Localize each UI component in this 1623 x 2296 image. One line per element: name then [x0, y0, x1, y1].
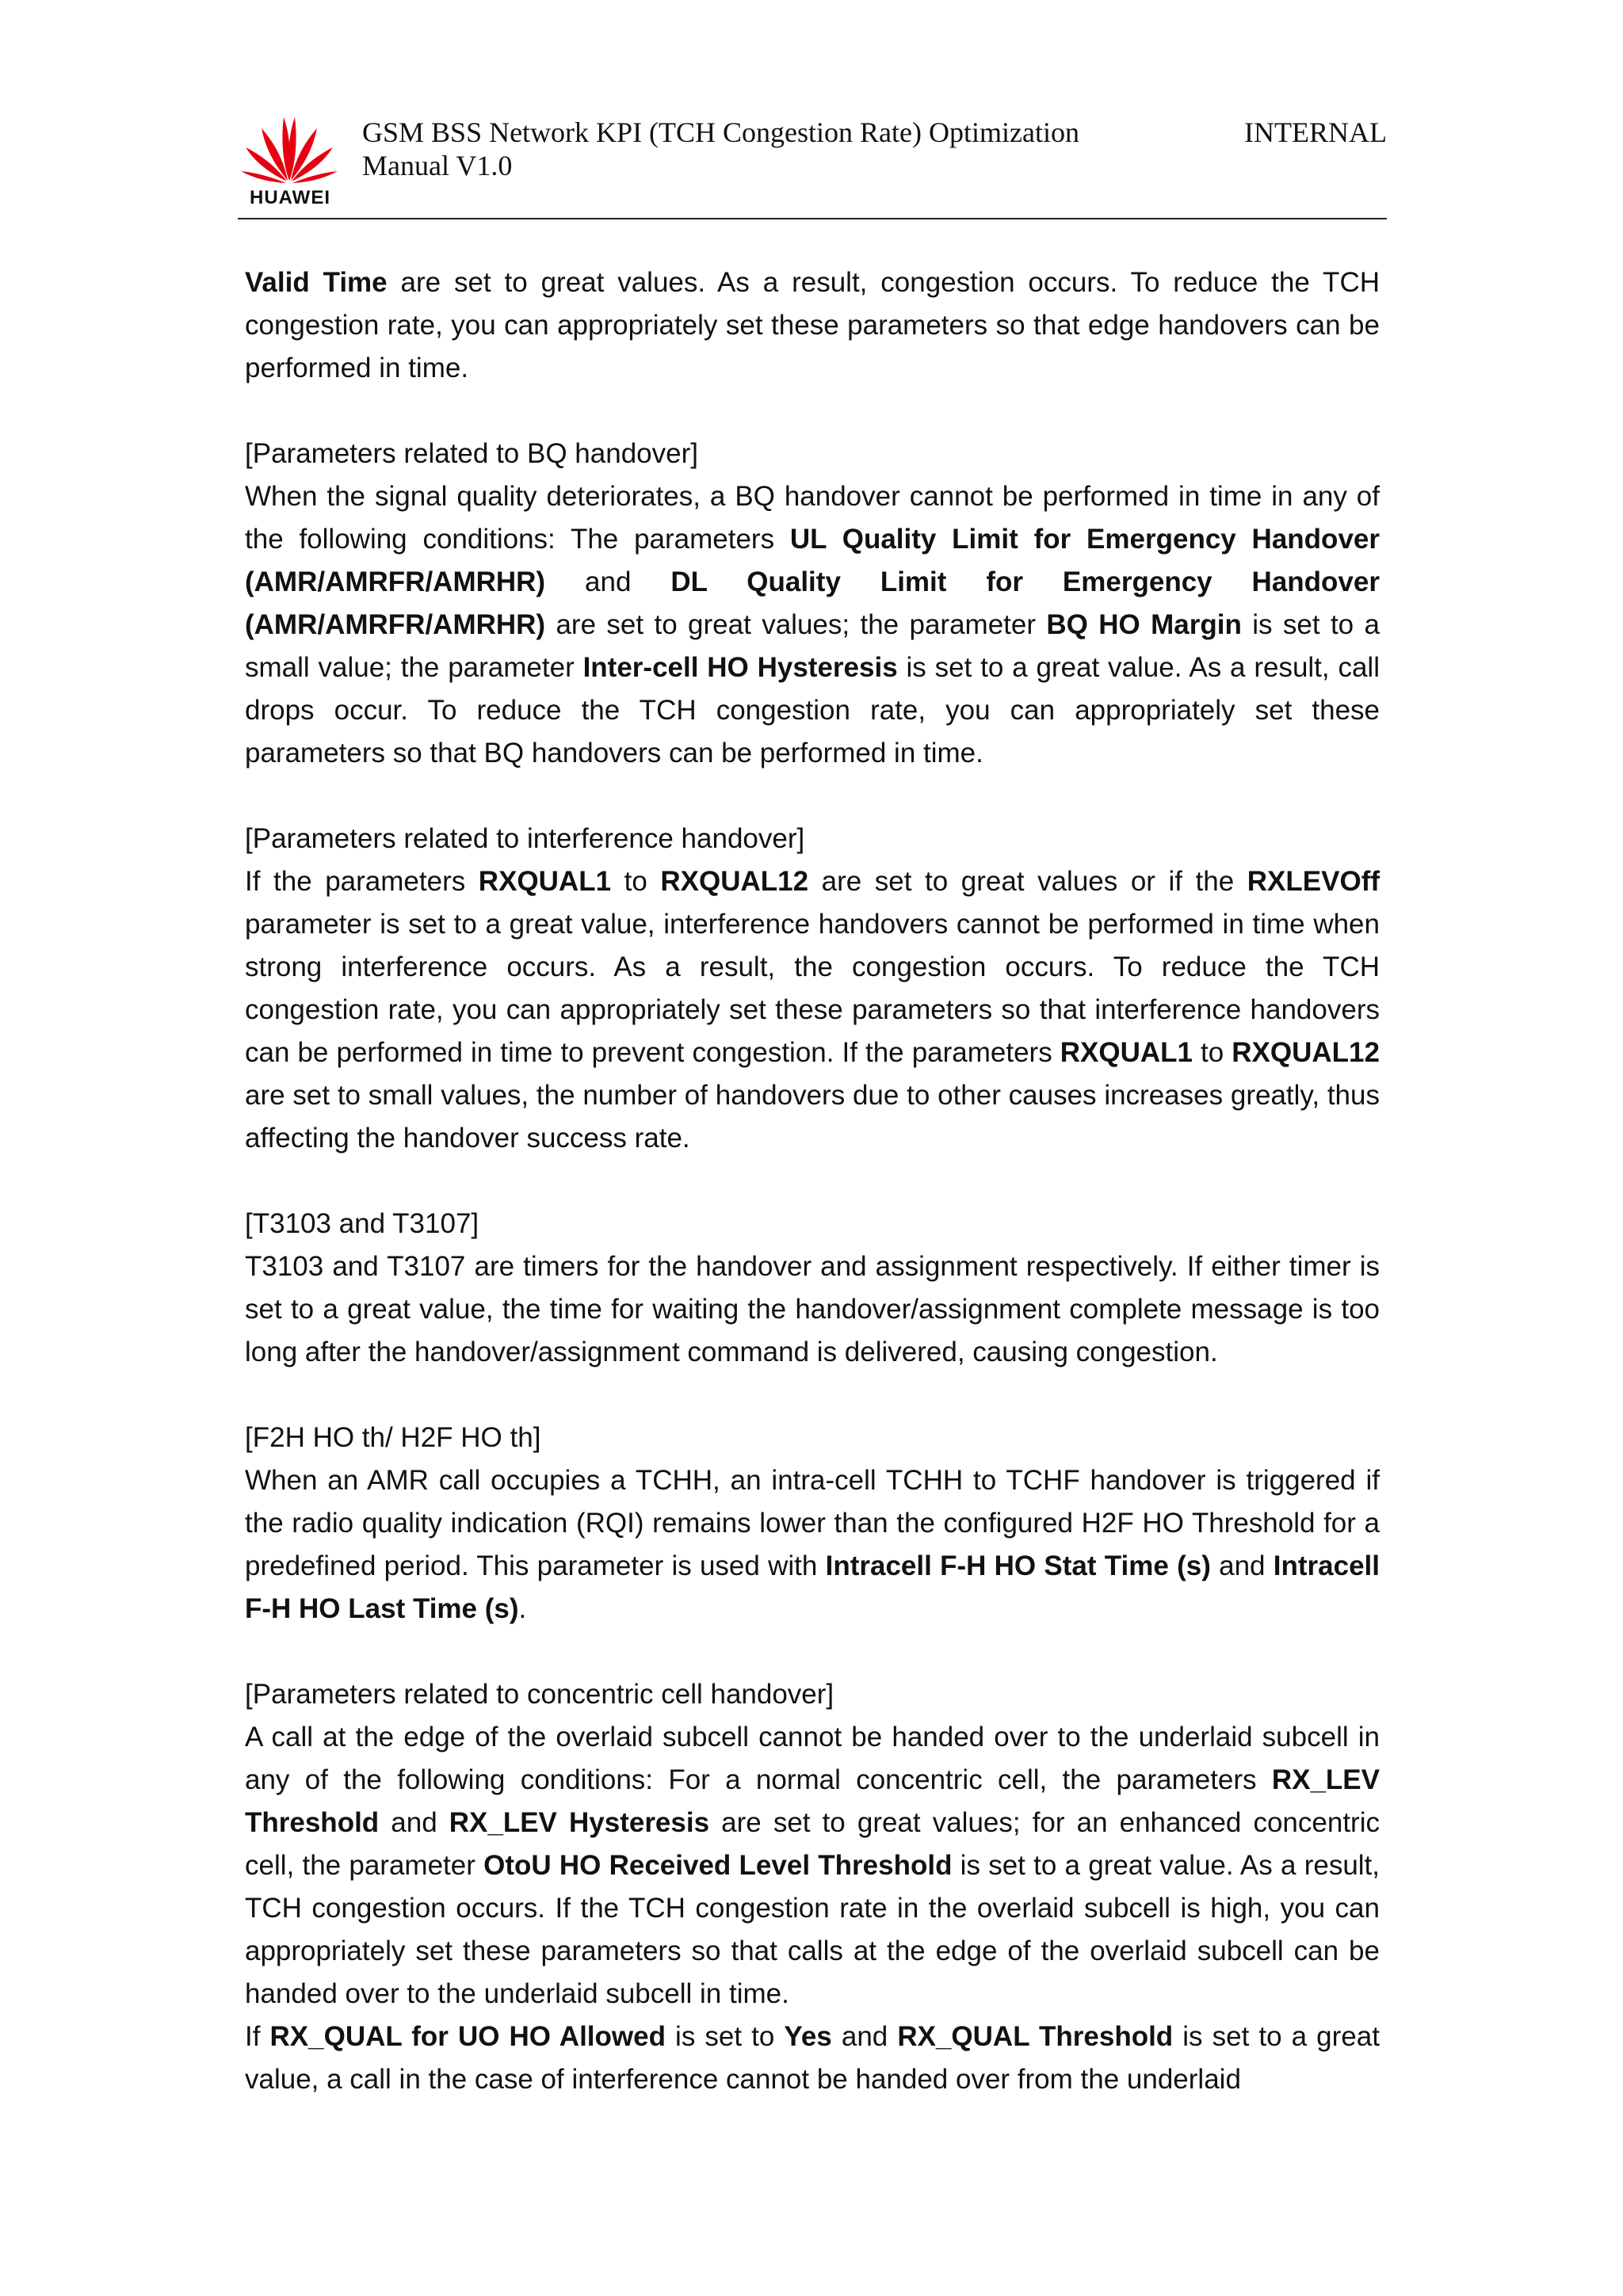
document-title: GSM BSS Network KPI (TCH Congestion Rate) Optimization Manual V1.0	[362, 116, 1079, 181]
section-heading-bq: [Parameters related to BQ handover]	[245, 438, 698, 469]
param-name: RX_LEV Hysteresis	[449, 1807, 710, 1838]
param-name: RXLEVOff	[1247, 866, 1381, 897]
section-heading-interference: [Parameters related to interference handover]	[245, 823, 805, 854]
paragraph-bq-handover: When the signal quality deteriorates, a BQ handover cannot be performed in time in any of the following conditions: The parameters UL Quality Limit for Emergency Handover (AMR/AMRFR/AMRHR) and DL Quality Limit for Emergency Handover (AMR/AMRFR/AMRHR) are set to great values; the parameter BQ HO Margin is set to a small value; the parameter Inter-cell HO Hysteresis is set to a great value. As a result, call drops occur. To reduce the TCH congestion rate, you can appropriately set these parameters so that BQ handovers can be performed in time.	[245, 481, 1380, 769]
paragraph-f2h: When an AMR call occupies a TCHH, an intra-cell TCHH to TCHF handover is triggered if the radio quality indication (RQI) remains lower than the configured H2F HO Threshold for a predefined period. This parameter is used with Intracell F-H HO Stat Time (s) and Intracell F-H HO Last Time (s).	[245, 1465, 1380, 1624]
param-name: BQ HO Margin	[1046, 609, 1242, 640]
paragraph-edge-handover: Valid Time are set to great values. As a result, congestion occurs. To reduce the TCH congestion rate, you can appropriately set these parameters so that edge handovers can be performed in time.	[245, 267, 1380, 383]
param-name: RX_QUAL for UO HO Allowed	[269, 2021, 666, 2052]
param-name: RXQUAL12	[1232, 1037, 1380, 1068]
section-heading-timers: [T3103 and T3107]	[245, 1208, 479, 1239]
paragraph-interference-handover: If the parameters RXQUAL1 to RXQUAL12 are set to great values or if the RXLEVOff parameter is set to a great value, interference handovers cannot be performed in time when strong interference occurs. As a result, the congestion occurs. To reduce the TCH congestion rate, you can appropriately set these parameters so that interference handovers can be performed in time to prevent congestion. If the parameters RXQUAL1 to RXQUAL12 are set to small values, the number of handovers due to other causes increases greatly, thus affecting the handover success rate.	[245, 866, 1381, 1154]
classification-label: INTERNAL	[1244, 116, 1387, 148]
huawei-logo	[238, 111, 341, 215]
param-name: RX_QUAL Threshold	[897, 2021, 1174, 2052]
document-body	[245, 261, 1380, 2101]
param-name: OtoU HO Received Level Threshold	[483, 1850, 953, 1881]
section-heading-concentric: [Parameters related to concentric cell handover]	[245, 1679, 834, 1710]
param-name: Intracell F-H HO Stat Time (s)	[825, 1550, 1211, 1581]
param-name: Valid Time	[245, 267, 388, 298]
header-divider	[238, 218, 1387, 219]
param-name: Intracell F-H HO Last Time (s)	[245, 1550, 1380, 1624]
param-name: DL Quality Limit for Emergency Handover (AMR/AMRFR/AMRHR)	[245, 566, 1380, 640]
param-name: RX_LEV Threshold	[245, 1764, 1380, 1838]
param-name: RXQUAL1	[1060, 1037, 1193, 1068]
param-value: Yes	[784, 2021, 832, 2052]
param-name: UL Quality Limit for Emergency Handover (AMR/AMRFR/AMRHR)	[245, 524, 1380, 597]
param-name: Inter-cell HO Hysteresis	[582, 652, 898, 683]
section-heading-f2h: [F2H HO th/ H2F HO th]	[245, 1422, 541, 1453]
huawei-petals-icon	[238, 111, 341, 190]
page-header	[238, 111, 1387, 215]
paragraph-uo-ho: If RX_QUAL for UO HO Allowed is set to Yes and RX_QUAL Threshold is set to a great value, a call in the case of interference cannot be handed over from the underlaid	[245, 2021, 1380, 2095]
paragraph-timers: T3103 and T3107 are timers for the handover and assignment respectively. If either timer is set to a great value, the time for waiting the handover/assignment complete message is too long after the handover/assignment command is delivered, causing congestion.	[245, 1251, 1380, 1367]
paragraph-concentric: A call at the edge of the overlaid subcell cannot be handed over to the underlaid subcell in any of the following conditions: For a normal concentric cell, the parameters RX_LEV Threshold and RX_LEV Hysteresis are set to great values; for an enhanced concentric cell, the parameter OtoU HO Received Level Threshold is set to a great value. As a result, TCH congestion occurs. If the TCH congestion rate in the overlaid subcell is high, you can appropriately set these parameters so that calls at the edge of the overlaid subcell can be handed over to the underlaid subcell in time.	[245, 1722, 1381, 2009]
param-name: RXQUAL12	[660, 866, 809, 897]
logo-wordmark: HUAWEI	[250, 187, 330, 208]
param-name: RXQUAL1	[478, 866, 612, 897]
